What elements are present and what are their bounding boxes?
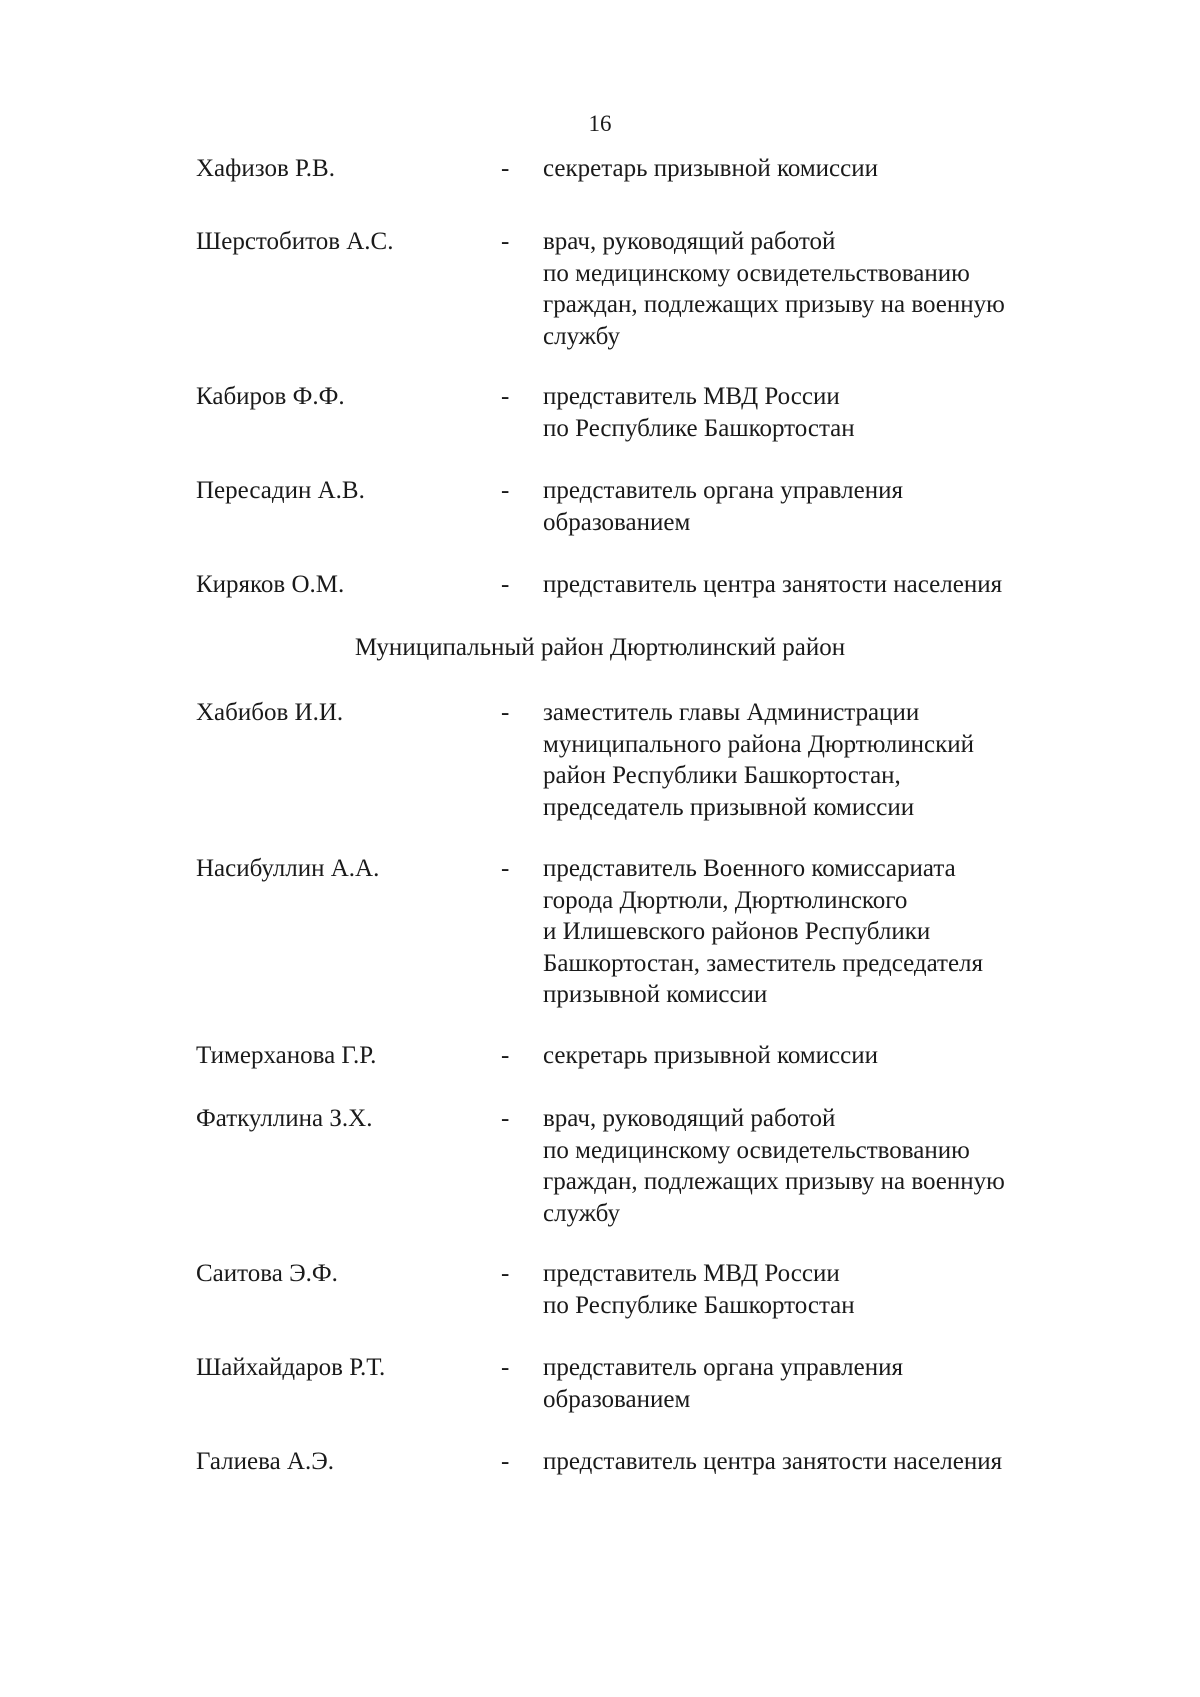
member-role (543, 475, 1083, 538)
role-line: образованием (543, 508, 691, 536)
member-role (543, 1040, 1083, 1072)
dash-separator: - (501, 1448, 510, 1475)
member-name: Саитова Э.Ф. (196, 1260, 338, 1287)
role-line: службу (543, 322, 620, 350)
role-line: образованием (543, 1385, 691, 1413)
member-role (543, 1352, 1083, 1415)
member-name: Фаткуллина З.Х. (196, 1105, 373, 1132)
member-name: Пересадин А.В. (196, 477, 365, 504)
member-role (543, 226, 1083, 352)
role-line: по медицинскому освидетельствованию (543, 1136, 970, 1164)
role-line: граждан, подлежащих призыву на военную (543, 291, 1005, 318)
role-line: и Илишевского районов Республики (543, 918, 931, 945)
role-line: службу (543, 1199, 620, 1227)
dash-separator: - (501, 155, 510, 182)
member-name: Хабибов И.И. (196, 699, 344, 726)
dash-separator: - (501, 383, 510, 410)
member-name: Насибуллин А.А. (196, 855, 380, 882)
dash-separator: - (501, 1260, 510, 1287)
dash-separator: - (501, 855, 510, 882)
role-line: представитель МВД России (543, 1260, 840, 1287)
dash-separator: - (501, 1354, 510, 1381)
role-line: представитель МВД России (543, 383, 840, 410)
role-line: представитель органа управления (543, 1354, 903, 1381)
dash-separator: - (501, 1105, 510, 1132)
role-line: секретарь призывной комиссии (543, 155, 879, 182)
role-line: по Республике Башкортостан (543, 414, 855, 442)
dash-separator: - (501, 571, 510, 598)
role-line: район Республики Башкортостан, (543, 762, 901, 789)
role-line: муниципального района Дюртюлинский (543, 730, 974, 758)
member-role (543, 569, 1083, 601)
role-line: по Республике Башкортостан (543, 1291, 855, 1319)
role-line: призывной комиссии (543, 981, 768, 1008)
role-line: граждан, подлежащих призыву на военную (543, 1168, 1005, 1195)
role-line: Башкортостан, заместитель председателя (543, 949, 984, 977)
dash-separator: - (501, 477, 510, 504)
member-role (543, 697, 1083, 823)
member-role (543, 381, 1083, 444)
role-line: врач, руководящий работой (543, 1105, 836, 1132)
member-role (543, 1446, 1083, 1478)
member-name: Киряков О.М. (196, 571, 345, 598)
role-line: представитель Военного комиссариата (543, 855, 956, 882)
member-name: Шерстобитов А.С. (196, 228, 394, 255)
role-line: председатель призывной комиссии (543, 793, 915, 821)
member-role (543, 153, 1083, 185)
section-heading: Муниципальный район Дюртюлинский район (354, 634, 846, 661)
member-role (543, 853, 1083, 1011)
member-role (543, 1258, 1083, 1321)
role-line: врач, руководящий работой (543, 228, 836, 255)
role-line: представитель органа управления (543, 477, 903, 504)
role-line: представитель центра занятости населения (543, 571, 1003, 598)
role-line: секретарь призывной комиссии (543, 1042, 879, 1069)
page-number: 16 (588, 111, 612, 136)
role-line: по медицинскому освидетельствованию (543, 259, 970, 287)
role-line: города Дюртюли, Дюртюлинского (543, 886, 908, 914)
member-name: Шайхайдаров Р.Т. (196, 1354, 386, 1381)
member-role (543, 1103, 1083, 1229)
member-name: Тимерханова Г.Р. (196, 1042, 377, 1069)
role-line: заместитель главы Администрации (543, 699, 920, 726)
dash-separator: - (501, 228, 510, 255)
dash-separator: - (501, 699, 510, 726)
dash-separator: - (501, 1042, 510, 1069)
member-name: Галиева А.Э. (196, 1448, 334, 1475)
role-line: представитель центра занятости населения (543, 1448, 1003, 1475)
member-name: Хафизов Р.В. (196, 155, 335, 182)
member-name: Кабиров Ф.Ф. (196, 383, 345, 410)
